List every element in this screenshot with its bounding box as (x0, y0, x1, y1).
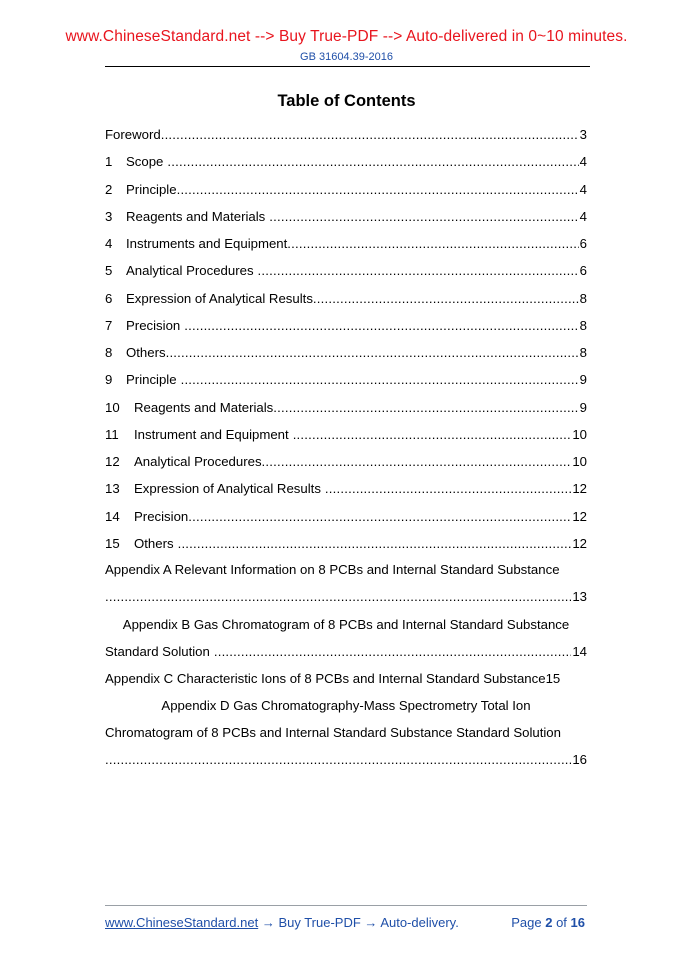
toc-entry-number: 6 (105, 290, 113, 306)
page-current: 2 (545, 915, 553, 930)
toc-entry[interactable] (105, 181, 587, 199)
toc-entry[interactable] (105, 235, 587, 253)
dot-leader (293, 426, 572, 444)
dot-leader (258, 262, 579, 280)
toc-entry-label: Scope (126, 154, 164, 170)
toc-entry-label: Precision (126, 317, 181, 333)
footer-divider (105, 905, 587, 906)
toc-page-number: 12 (572, 508, 587, 524)
toc-page-number: 12 (572, 481, 587, 497)
document-code: GB 31604.39-2016 (300, 51, 393, 63)
toc-entry[interactable] (105, 126, 587, 144)
page-of: of (556, 915, 567, 930)
toc-entry-label: Reagents and Materials (126, 208, 266, 224)
arrow-icon: → (360, 915, 381, 930)
toc-entry[interactable] (105, 480, 587, 498)
dot-leader (167, 153, 578, 171)
dot-leader (184, 317, 578, 335)
footer-buy-link[interactable]: Buy True-PDF (278, 915, 361, 930)
dot-leader (262, 453, 572, 471)
toc-entry[interactable] (105, 508, 587, 526)
toc-entry-label: Principle (126, 181, 177, 197)
toc-entry[interactable] (105, 153, 587, 171)
toc-entry-label: Expression of Analytical Results (134, 481, 321, 497)
toc-entry-number: 2 (105, 181, 113, 197)
toc-entry-number: 10 (105, 399, 120, 415)
page-indicator (511, 915, 585, 930)
toc-entry[interactable] (105, 535, 587, 553)
dot-leader (105, 751, 571, 769)
toc-page-number: 6 (579, 263, 587, 279)
toc-page-number: 14 (572, 644, 587, 659)
toc-page-number: 8 (579, 317, 587, 333)
toc-page-number: 3 (579, 127, 587, 142)
footer-delivery-text: Auto-delivery. (380, 915, 459, 930)
dot-leader (269, 208, 578, 226)
appendix-b-title[interactable]: Appendix B Gas Chromatogram of 8 PCBs and Internal Standard Substance (122, 617, 570, 632)
toc-entry-label: Instruments and Equipment (126, 236, 288, 251)
toc-entry[interactable] (105, 344, 587, 362)
toc-entry-appendix-d[interactable] (105, 751, 587, 769)
toc-entry-label: Expression of Analytical Results (126, 290, 313, 306)
toc-page-number: 4 (579, 154, 587, 170)
dot-leader (166, 344, 579, 362)
toc-entry-label: Precision (134, 508, 189, 524)
toc-entry[interactable] (105, 453, 587, 471)
toc-entry-label: Appendix C Characteristic Ions of 8 PCBs and Internal Standard Substance (105, 671, 546, 686)
toc-entry-label: Principle (126, 372, 177, 388)
toc-entry-number: 8 (105, 345, 113, 360)
toc-entry-label: Others (126, 345, 166, 360)
toc-entry-label: Instrument and Equipment (134, 426, 289, 442)
dot-leader (161, 126, 579, 144)
page-title: Table of Contents (277, 92, 416, 110)
header-divider (105, 66, 590, 67)
toc-page-number: 9 (579, 372, 587, 388)
toc-page-number: 4 (579, 181, 587, 197)
toc-entry-label: Standard Solution (105, 644, 210, 659)
footer-site-link[interactable]: www.ChineseStandard.net (105, 915, 259, 930)
arrow-icon: → (258, 915, 279, 930)
toc-entry[interactable] (105, 317, 587, 335)
toc-entry-appendix-b[interactable] (105, 643, 587, 661)
toc-entry[interactable] (105, 290, 587, 308)
toc-page-number: 8 (579, 345, 587, 360)
toc-entry-label: Foreword (105, 127, 161, 142)
toc-page-number: 12 (572, 535, 587, 551)
dot-leader (325, 480, 571, 498)
page-total: 16 (570, 915, 585, 930)
toc-entry-number: 15 (105, 535, 120, 551)
dot-leader (177, 181, 579, 199)
dot-leader (181, 371, 579, 389)
page-label: Page (511, 915, 542, 930)
toc-entry-label: Others (134, 535, 174, 551)
toc-page-number: 4 (579, 208, 587, 224)
footer-links (105, 915, 459, 930)
dot-leader (178, 535, 572, 553)
appendix-a-title[interactable]: Appendix A Relevant Information on 8 PCBs and Internal Standard Substance (105, 562, 560, 577)
header-banner[interactable]: www.ChineseStandard.net --> Buy True-PDF --> Auto-delivered in 0~10 minutes. (65, 28, 628, 45)
dot-leader (214, 643, 571, 661)
toc-entry-number: 11 (105, 426, 119, 442)
dot-leader (273, 399, 578, 417)
toc-entry-label: Analytical Procedures (134, 454, 262, 469)
toc-page-number: 8 (579, 290, 587, 306)
toc-entry-appendix-a[interactable] (105, 588, 587, 606)
toc-entry-number: 12 (105, 454, 120, 469)
toc-entry[interactable] (105, 399, 587, 417)
toc-page-number: 6 (579, 236, 587, 251)
toc-entry-number: 4 (105, 236, 113, 251)
dot-leader (188, 508, 571, 526)
dot-leader (105, 588, 571, 606)
toc-page-number: 13 (572, 589, 587, 604)
dot-leader (287, 235, 578, 253)
dot-leader (313, 290, 579, 308)
toc-page-number: 15 (545, 671, 561, 686)
toc-entry[interactable] (105, 426, 587, 444)
toc-page-number: 9 (579, 399, 587, 415)
toc-page-number: 10 (572, 426, 587, 442)
toc-entry[interactable] (105, 208, 587, 226)
toc-entry-label: Analytical Procedures (126, 263, 254, 279)
toc-entry-label: Reagents and Materials (134, 399, 274, 415)
toc-entry-number: 9 (105, 372, 113, 388)
toc-entry-number: 13 (105, 481, 120, 497)
toc-entry-number: 3 (105, 208, 113, 224)
toc-entry-number: 14 (105, 508, 120, 524)
toc-entry-number: 5 (105, 263, 113, 279)
appendix-d-title-continued[interactable]: Chromatogram of 8 PCBs and Internal Standard Substance Standard Solution (105, 725, 561, 740)
toc-entry-number: 7 (105, 317, 113, 333)
appendix-d-title[interactable]: Appendix D Gas Chromatography-Mass Spectrometry Total Ion (161, 698, 531, 713)
toc-page-number: 16 (572, 752, 587, 767)
toc-entry-appendix-c[interactable] (105, 670, 587, 688)
toc-entry[interactable] (105, 371, 587, 389)
toc-entry-number: 1 (105, 154, 113, 170)
toc-entry[interactable] (105, 262, 587, 280)
toc-page-number: 10 (572, 454, 587, 469)
